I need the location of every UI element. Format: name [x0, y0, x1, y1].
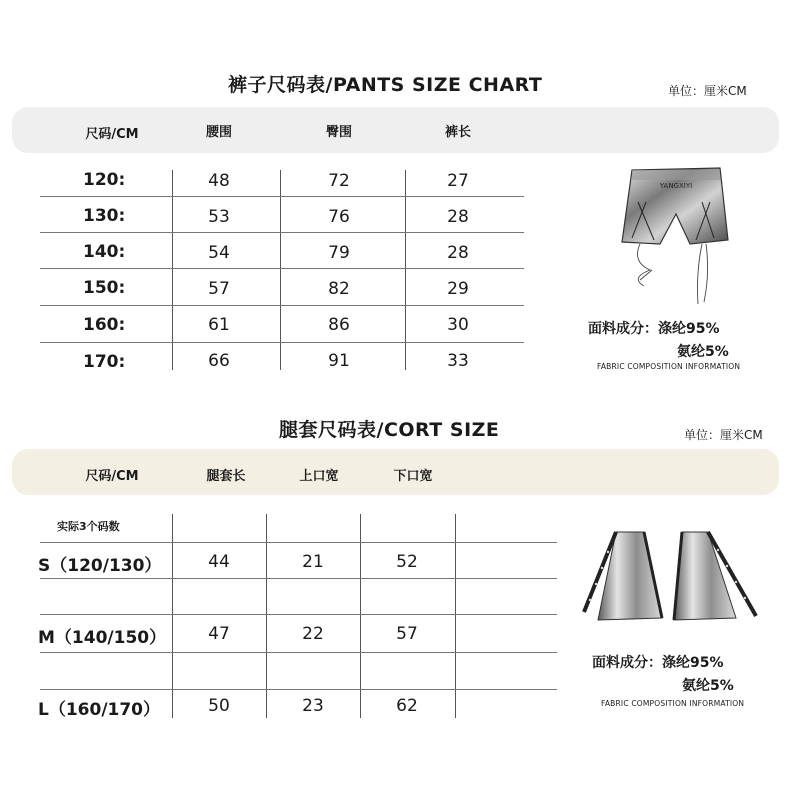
cort-bottom-width-cell: 62 [396, 696, 418, 716]
pants-length-cell: 27 [447, 171, 469, 191]
pants-header-waist: 腰围 [205, 125, 233, 140]
cort-fabric-line1: 面料成分：涤纶95% [592, 655, 724, 671]
pants-fabric-line1: 面料成分：涤纶95% [588, 321, 720, 337]
pants-waist-cell: 61 [208, 315, 230, 335]
cort-header-top-width: 上口宽 [299, 469, 339, 484]
pants-length-cell: 30 [447, 315, 469, 335]
pants-size-cell: 170: [83, 352, 126, 372]
pants-size-cell: 160: [83, 315, 126, 335]
cort-bottom-width-cell: 57 [396, 624, 418, 644]
pants-waist-cell: 54 [208, 243, 230, 263]
pants-waist-cell: 57 [208, 279, 230, 299]
cort-header-bottom-width: 下口宽 [393, 469, 433, 484]
cort-unit: 单位：厘米CM [684, 428, 763, 442]
cort-top-width-cell: 23 [302, 696, 324, 716]
pants-fabric-line2: 氨纶5% [677, 344, 729, 360]
pants-fabric-caption: FABRIC COMPOSITION INFORMATION [597, 362, 741, 371]
cort-title: 腿套尺码表/CORT SIZE [279, 419, 500, 441]
cort-size-cell: M（140/150） [38, 628, 167, 648]
cort-fabric-line2: 氨纶5% [682, 678, 734, 694]
cort-top-width-cell: 22 [302, 624, 324, 644]
cort-size-cell: L（160/170） [38, 700, 161, 720]
cort-header-size: 尺码/CM [85, 469, 139, 484]
pants-hip-cell: 91 [328, 351, 350, 371]
cort-length-cell: 44 [208, 552, 230, 572]
pants-waist-cell: 53 [208, 207, 230, 227]
pants-waist-cell: 48 [208, 171, 230, 191]
shorts-product-image [610, 162, 735, 312]
pants-hip-cell: 76 [328, 207, 350, 227]
pants-size-cell: 140: [83, 242, 126, 262]
cort-fabric-caption: FABRIC COMPOSITION INFORMATION [601, 699, 745, 708]
pants-length-cell: 28 [447, 243, 469, 263]
pants-hip-cell: 72 [328, 171, 350, 191]
pants-hip-cell: 79 [328, 243, 350, 263]
cort-bottom-width-cell: 52 [396, 552, 418, 572]
cort-length-cell: 47 [208, 624, 230, 644]
pants-size-cell: 150: [83, 278, 126, 298]
pants-size-cell: 130: [83, 206, 126, 226]
pants-length-cell: 28 [447, 207, 469, 227]
svg-text:YANGXIYI: YANGXIYI [659, 182, 693, 190]
cort-note: 实际3个码数 [57, 520, 120, 533]
cort-size-cell: S（120/130） [38, 556, 162, 576]
pants-length-cell: 33 [447, 351, 469, 371]
pants-waist-cell: 66 [208, 351, 230, 371]
pants-header-size: 尺码/CM [85, 127, 139, 142]
leg-cover-product-image [578, 528, 763, 628]
pants-hip-cell: 86 [328, 315, 350, 335]
pants-header-hip: 臀围 [325, 125, 353, 140]
cort-length-cell: 50 [208, 696, 230, 716]
pants-header-length: 裤长 [444, 125, 472, 140]
pants-size-cell: 120: [83, 170, 126, 190]
pants-unit: 单位：厘米CM [668, 84, 747, 98]
pants-hip-cell: 82 [328, 279, 350, 299]
pants-length-cell: 29 [447, 279, 469, 299]
cort-header-length: 腿套长 [206, 469, 246, 484]
pants-title: 裤子尺码表/PANTS SIZE CHART [228, 74, 543, 96]
cort-top-width-cell: 21 [302, 552, 324, 572]
